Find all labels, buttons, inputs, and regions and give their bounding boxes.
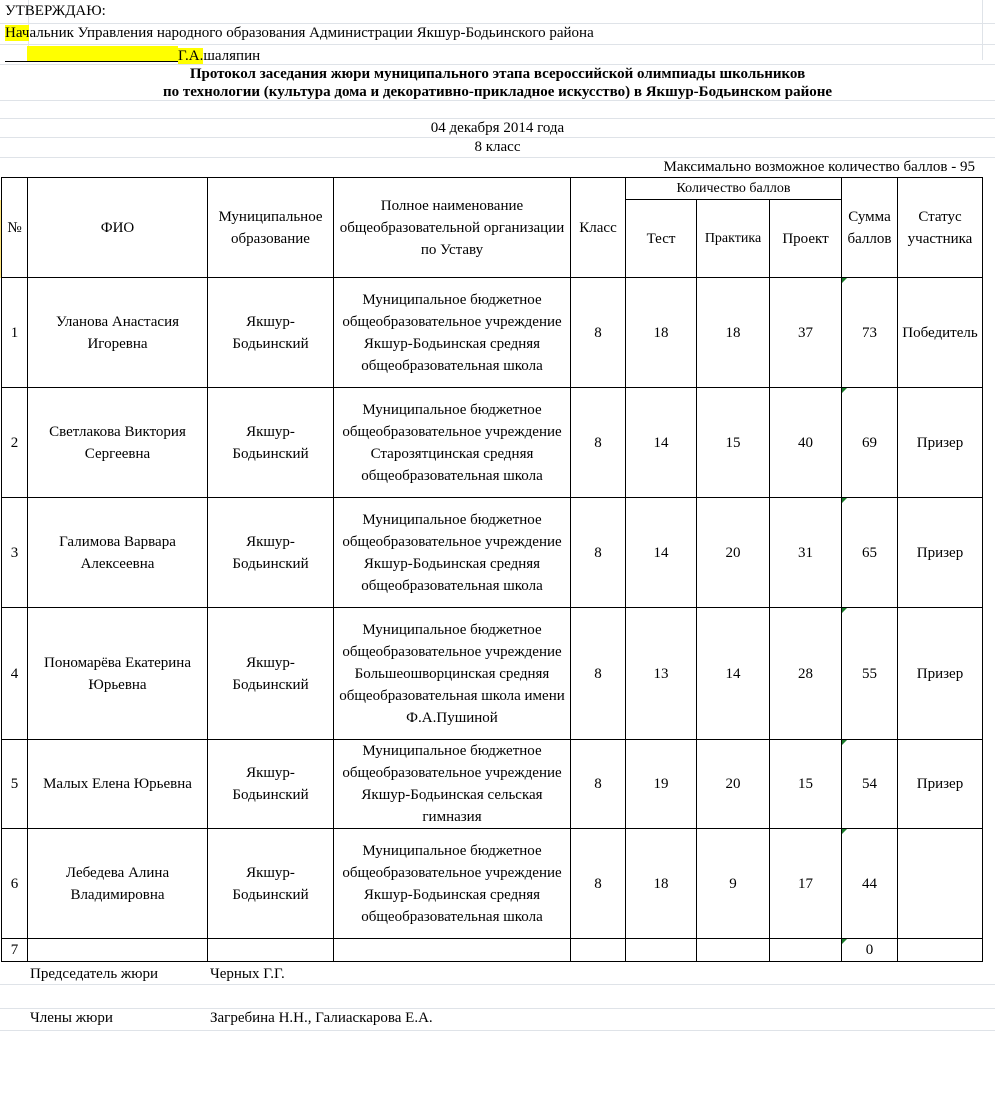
signature-initials: Г.А. <box>178 48 204 64</box>
cell-total: 65 <box>842 498 898 608</box>
cell-fio: Лебедева Алина Владимировна <box>28 829 208 939</box>
cell-municipality: Якшур-Бодьинский <box>208 608 334 740</box>
approve-position <box>5 24 594 43</box>
cell-project <box>770 939 842 962</box>
cell-municipality: Якшур-Бодьинский <box>208 278 334 388</box>
cell-project: 37 <box>770 278 842 388</box>
cell-num: 4 <box>2 608 28 740</box>
cell-status <box>898 829 983 939</box>
protocol-date: 04 декабря 2014 года <box>430 120 565 136</box>
table-row <box>2 939 983 962</box>
cell-organization: Муниципальное бюджетное общеобразовательное учреждение Якшур-Бодьинская средняя общеобразовательная школа <box>334 498 571 608</box>
table-row <box>2 498 983 608</box>
col-total-header: Сумма баллов <box>842 178 898 278</box>
cell-municipality: Якшур-Бодьинский <box>208 498 334 608</box>
jury-chair-name: Черных Г.Г. <box>210 966 285 982</box>
cell-num: 1 <box>2 278 28 388</box>
cell-practice: 15 <box>697 388 770 498</box>
cell-grade: 8 <box>571 829 626 939</box>
cell-municipality <box>208 939 334 962</box>
cell-num: 7 <box>2 939 28 962</box>
col-fio-header: ФИО <box>28 178 208 278</box>
table-body <box>2 278 983 962</box>
cell-grade: 8 <box>571 278 626 388</box>
col-practice-header: Практика <box>697 200 770 278</box>
cell-project: 17 <box>770 829 842 939</box>
cell-project: 40 <box>770 388 842 498</box>
col-status-header: Статус участника <box>898 178 983 278</box>
cell-practice: 9 <box>697 829 770 939</box>
cell-status: Призер <box>898 388 983 498</box>
cell-fio: Малых Елена Юрьевна <box>28 740 208 829</box>
cell-test: 18 <box>626 278 697 388</box>
cell-practice <box>697 939 770 962</box>
cell-test: 14 <box>626 498 697 608</box>
cell-total: 55 <box>842 608 898 740</box>
jury-chair-label: Председатель жюри <box>30 966 159 982</box>
cell-fio <box>28 939 208 962</box>
cell-test <box>626 939 697 962</box>
cell-fio: Пономарёва Екатерина Юрьевна <box>28 608 208 740</box>
table-header-row <box>2 178 983 200</box>
cell-grade: 8 <box>571 498 626 608</box>
cell-num: 3 <box>2 498 28 608</box>
jury-members-names: Загребина Н.Н., Галиаскарова Е.А. <box>210 1010 433 1026</box>
signature-name: шаляпин <box>203 48 261 64</box>
table-row <box>2 388 983 498</box>
cell-test: 18 <box>626 829 697 939</box>
col-municipality-header: Муниципальное образование <box>208 178 334 278</box>
approve-signature <box>5 46 260 66</box>
cell-status: Призер <box>898 608 983 740</box>
cell-grade <box>571 939 626 962</box>
cell-practice: 18 <box>697 278 770 388</box>
cell-municipality: Якшур-Бодьинский <box>208 388 334 498</box>
cell-total: 73 <box>842 278 898 388</box>
table-row <box>2 740 983 829</box>
cell-status <box>898 939 983 962</box>
cell-organization <box>334 939 571 962</box>
cell-test: 14 <box>626 388 697 498</box>
cell-organization: Муниципальное бюджетное общеобразовательное учреждение Якшур-Бодьинская средняя общеобразовательная школа <box>334 829 571 939</box>
cell-fio: Галимова Варвара Алексеевна <box>28 498 208 608</box>
col-points-group-header: Количество баллов <box>626 178 842 200</box>
cell-organization: Муниципальное бюджетное общеобразовательное учреждение Якшур-Бодьинская сельская гимназия <box>334 740 571 829</box>
cell-total: 44 <box>842 829 898 939</box>
protocol-title-line1: Протокол заседания жюри муниципального этапа всероссийской олимпиады школьников <box>189 66 806 82</box>
cell-num: 6 <box>2 829 28 939</box>
cell-total: 54 <box>842 740 898 829</box>
cell-municipality: Якшур-Бодьинский <box>208 829 334 939</box>
cell-practice: 20 <box>697 740 770 829</box>
cell-municipality: Якшур-Бодьинский <box>208 740 334 829</box>
cell-organization: Муниципальное бюджетное общеобразовательное учреждение Старозятцинская средняя общеобразовательная школа <box>334 388 571 498</box>
cell-project: 31 <box>770 498 842 608</box>
cell-practice: 20 <box>697 498 770 608</box>
cell-test: 13 <box>626 608 697 740</box>
cell-test: 19 <box>626 740 697 829</box>
cell-organization: Муниципальное бюджетное общеобразовательное учреждение Якшур-Бодьинская средняя общеобразовательная школа <box>334 278 571 388</box>
approve-title: УТВЕРЖДАЮ: <box>5 3 106 19</box>
cell-status: Призер <box>898 498 983 608</box>
col-grade-header: Класс <box>571 178 626 278</box>
cell-project: 28 <box>770 608 842 740</box>
cell-status: Призер <box>898 740 983 829</box>
protocol-grade: 8 класс <box>474 139 521 155</box>
cell-total: 69 <box>842 388 898 498</box>
approve-position-highlight: Нач <box>5 25 30 41</box>
col-num-header: № <box>2 178 28 278</box>
cell-grade: 8 <box>571 608 626 740</box>
cell-practice: 14 <box>697 608 770 740</box>
cell-organization: Муниципальное бюджетное общеобразовательное учреждение Большеошворцинская средняя общеобразовательная школа имени Ф.А.Пушиной <box>334 608 571 740</box>
cell-fio: Уланова Анастасия Игоревна <box>28 278 208 388</box>
cell-fio: Светлакова Виктория Сергеевна <box>28 388 208 498</box>
results-table <box>1 177 983 962</box>
table-row <box>2 608 983 740</box>
cell-grade: 8 <box>571 740 626 829</box>
protocol-title-line2: по технологии (культура дома и декоративно-прикладное искусство) в Якшур-Бодьинском районе <box>162 84 833 100</box>
col-test-header: Тест <box>626 200 697 278</box>
col-project-header: Проект <box>770 200 842 278</box>
col-organization-header: Полное наименование общеобразовательной организации по Уставу <box>334 178 571 278</box>
cell-status: Победитель <box>898 278 983 388</box>
cell-total: 0 <box>842 939 898 962</box>
cell-num: 2 <box>2 388 28 498</box>
table-row <box>2 278 983 388</box>
approve-position-text: альник Управления народного образования Администрации Якшур-Бодьинского района <box>29 25 594 41</box>
cell-grade: 8 <box>571 388 626 498</box>
cell-project: 15 <box>770 740 842 829</box>
table-row <box>2 829 983 939</box>
jury-members-label: Члены жюри <box>30 1010 113 1026</box>
cell-num: 5 <box>2 740 28 829</box>
signature-line <box>5 46 178 62</box>
max-score: Максимально возможное количество баллов - 95 <box>663 159 975 175</box>
